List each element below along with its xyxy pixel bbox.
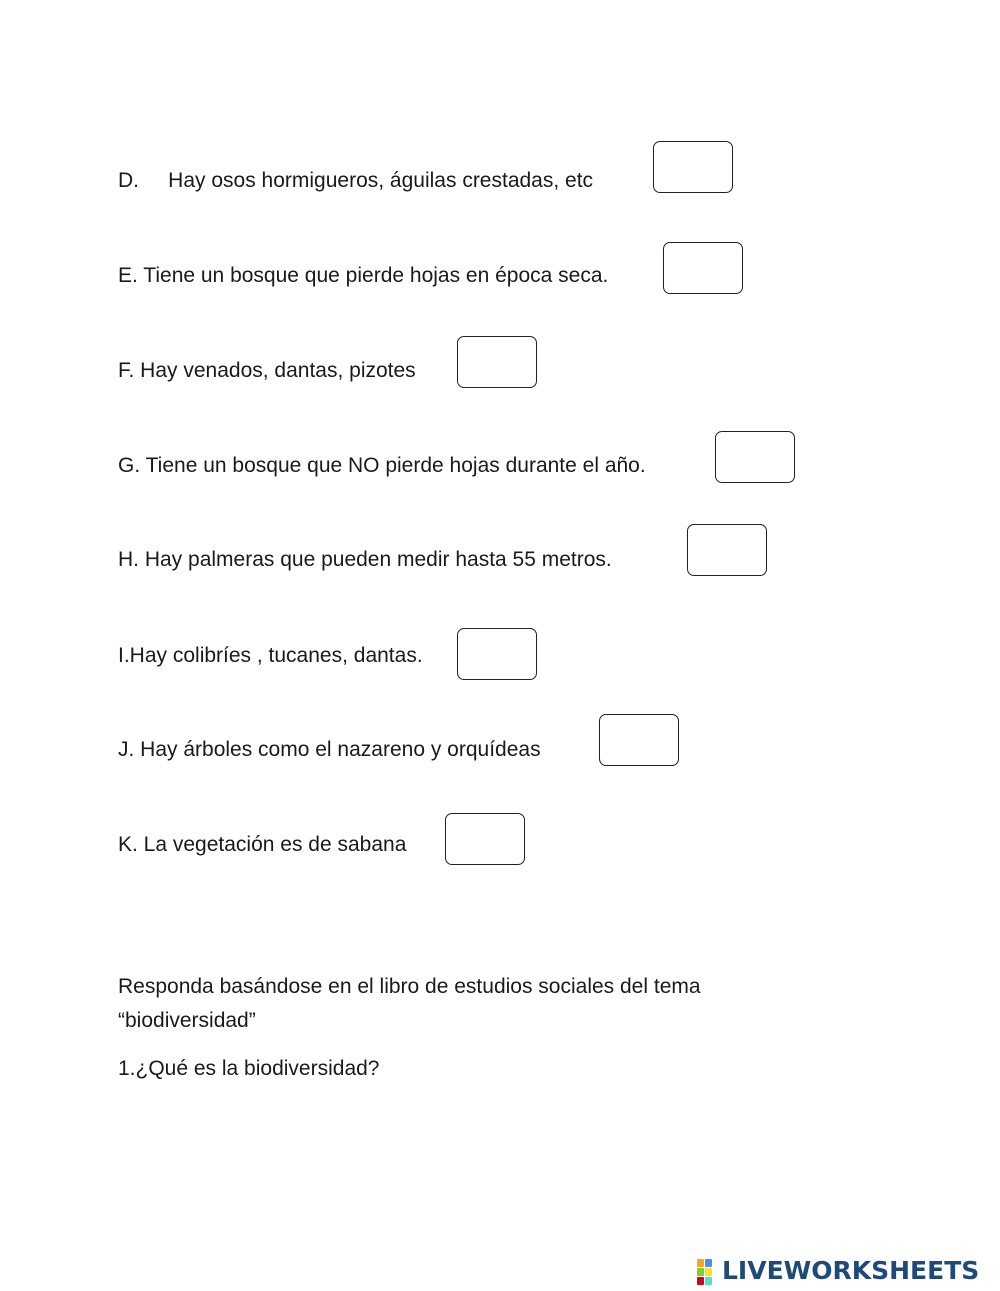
statement-f: F. Hay venados, dantas, pizotes — [118, 359, 416, 382]
logo-text: LIVEWORKSHEETS — [722, 1256, 980, 1285]
statement-e: E. Tiene un bosque que pierde hojas en época seca. — [118, 264, 609, 287]
answer-box-i[interactable] — [457, 628, 537, 680]
answer-box-d[interactable] — [653, 141, 733, 193]
answer-box-k[interactable] — [445, 813, 525, 865]
instruction-paragraph — [118, 970, 818, 1038]
instruction-line-2: “biodiversidad” — [118, 1009, 256, 1032]
question-1: 1.¿Qué es la biodiversidad? — [118, 1057, 380, 1080]
statement-d: D. Hay osos hormigueros, águilas crestadas, etc — [118, 169, 594, 192]
liveworksheets-logo — [697, 1256, 979, 1285]
answer-box-f[interactable] — [457, 336, 537, 388]
statement-i: I.Hay colibríes , tucanes, dantas. — [118, 644, 423, 667]
statement-j: J. Hay árboles como el nazareno y orquídeas — [118, 738, 541, 761]
liveworksheets-logo-icon — [697, 1257, 719, 1285]
answer-box-e[interactable] — [663, 242, 743, 294]
answer-box-j[interactable] — [599, 714, 679, 766]
answer-box-h[interactable] — [687, 524, 767, 576]
statement-k: K. La vegetación es de sabana — [118, 833, 407, 856]
statement-g: G. Tiene un bosque que NO pierde hojas durante el año. — [118, 454, 646, 477]
answer-box-g[interactable] — [715, 431, 795, 483]
statement-h: H. Hay palmeras que pueden medir hasta 55 metros. — [118, 548, 612, 571]
instruction-line-1: Responda basándose en el libro de estudios sociales del tema — [118, 975, 701, 998]
